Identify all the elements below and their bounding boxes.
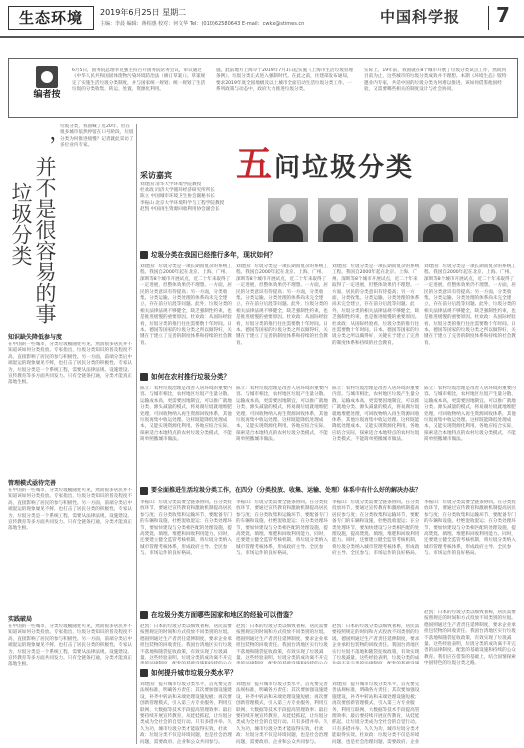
left-subhead: 管理模式亟待完善 xyxy=(8,480,57,487)
guest-portrait xyxy=(368,198,408,242)
section-heading-text: 垃圾分类在我国已经推行多年，现状如何？ xyxy=(151,251,277,259)
guest-portrait xyxy=(318,198,358,242)
square-bullet-icon xyxy=(140,611,148,619)
headline xyxy=(236,136,414,187)
editor-note-icon xyxy=(36,66,58,88)
section-body: 赵凯：日本的垃圾分类以细致著称，居民需要按照规定的时间和方式投放不同类别的垃圾。德国则通过生产者责任延伸制度，要求企业承担包装物的回收责任。我国台湾地区实行垃圾不落地和随袋征收政策，有效实现了垃圾减量。这些经验表明，垃圾分类的成 xyxy=(332,624,420,662)
square-bullet-icon xyxy=(140,487,148,495)
guest-line: 赵凯 中国再生资源回收利用协会副会长 xyxy=(140,206,220,212)
section-body: 李振山：垃圾分类需要全链条协同。在分类投放环节，要通过宣传教育和激励机制提高居民参与度；在分类收集和运输环节，要配备专门的车辆和设施，杜绝混收混运；在分类处理环节，要加快建设与分类相匹配的处理设施，提高焚烧、填埋、堆肥和回收利用能力。同时，还要建立健全监管考核机制，将垃圾分类纳入城市管理考核体系，形成政府主导、全民参与、市场运作的良好格局。 xyxy=(332,500,420,557)
page-number: 7 xyxy=(496,3,510,27)
guest-portrait xyxy=(468,198,508,242)
section-heading xyxy=(140,486,516,496)
column-divider xyxy=(136,124,137,744)
guests-label: 采访嘉宾 xyxy=(140,171,172,180)
guest-line: 陈立 中国城市环境卫生协会副秘书长 xyxy=(140,194,215,200)
square-bullet-icon xyxy=(140,373,148,381)
section-body: 刘建国：垃圾分类是一项长期而复杂的系统工程。我国自2000年起在北京、上海、广州、深圳等8个城市开展试点，近二十年来取得了一定进展，但整体效果仍不理想。一方面，居民的分类意识有待提高；另一方面，分类收集、分类运输、分类处理的体系尚未完全建立，存在前分后混等问题。此外，垃圾分类的相关法律法规不够健全，缺乏强制性约束，也是推进缓慢的重要原因。杜欢政：从国际经验看，垃圾分类的推行往往需要数十年时间。日本、德国等国家的垃圾分类之所以做得好，关键在于建立了完善的制度体系和持续的社会教育。 xyxy=(332,264,420,346)
left-body-text: 在中国的一些城市，分类垃圾桶随处可见，然而很多居民并不知道该如何分类投放。专家指出，垃圾分类知识的普及程度不高，直接影响了居民的参与积极性。另一方面，前端分类后中端混运的现象屡见不鲜，也打击了居民分类的积极性。专家认为，垃圾分类是一个系统工程，需要从法律法规、设施建设、宣传教育等多方面共同发力。只有全链条打通，分类才能真正落地生根。 xyxy=(8,488,133,532)
left-subhead: 知识缺失降低参与度 xyxy=(8,334,63,341)
guest-portrait xyxy=(418,198,458,242)
issue-date: 2019年6月25日 星期二 xyxy=(100,8,187,17)
newspaper-logo: 中国科学报 xyxy=(380,8,461,26)
editor-note-paragraph: 6月5日，国务院总理李克强主持召开国务院常务会议，审议通过《中华人民共和国固体废物污染环境防治法（修订草案）》。草案规定了实施生活垃圾分类制度，并与国家统一规划；统一规划了生活垃圾的分类收集、转运、处置、资源化利用。 xyxy=(72,68,206,93)
section-body: 陈立：农村垃圾治理是改善人居环境的重要内容。与城市相比，农村地区垃圾产生量分散、运输成本高，更需要因地制宜。可以推广就地分类、源头减量的模式，将易腐垃圾就地堆肥处理，可回收物纳入再生资源回收体系，其他垃圾再集中收运处理。这样既能降低处理成本，又能实现资源化利用。各地应结合实际，探索适合本地特点的农村垃圾分类模式，不能简单照搬城市做法。 xyxy=(424,386,516,443)
guest-line: 杜欢政 同济大学循环经济研究所所长 xyxy=(140,188,215,194)
vertical-title-line1: 垃圾分类 xyxy=(9,182,33,266)
intro-text: 垃圾分类，我国喊了近20年，但在很多城市依然停留在口号阶段，垃圾分类为何推进缓慢？记者就此采访了多位业内专家。 xyxy=(60,124,134,149)
guest-portrait xyxy=(268,198,308,242)
section-heading xyxy=(140,372,516,382)
section-body: 李振山：垃圾分类需要全链条协同。在分类投放环节，要通过宣传教育和激励机制提高居民参与度；在分类收集和运输环节，要配备专门的车辆和设施，杜绝混收混运；在分类处理环节，要加快建设与分类相匹配的处理设施，提高焚烧、填埋、堆肥和回收利用能力。同时，还要建立健全监管考核机制，将垃圾分类纳入城市管理考核体系，形成政府主导、全民参与、市场运作的良好格局。 xyxy=(424,500,516,557)
section-body: 刘建国：提升城市垃圾分类水平，首先要完善法规标准，明确各方责任；其次要加强设施建设，补齐中转站和末端处理设施短板；再次要创新管理模式，引入第三方专业服务，利用互联网、大数据等技术手段提高管理效率；最后要持续开展宣传教育，从娃娃抓起，让垃圾分类成为全社会的自觉行动。只有多措并举、久久为功，城市垃圾分类才能取得实效。杜欢政：垃圾分类不仅是环境问题，也是社会治理问题，需要政府、企业和公众共同参与。 xyxy=(140,682,232,744)
editor-note-paragraph: 实际上，19年前，我国就在8个城市开展了垃圾分类试点工作，然而到目前为止，这些城市的垃圾分类成效并不理想。本期《环境生态》版特邀业内专家，共话中国的垃圾分类为何难以推进，该如何借鉴他国经验，又需要哪些相关的制度设计与社会协同。 xyxy=(364,68,507,93)
divider xyxy=(488,6,489,30)
section-heading-text: 在垃圾分类方面哪些国家和地区的经验可以借鉴？ xyxy=(151,611,297,619)
section-title: 生态环境 xyxy=(8,6,94,30)
section-body: 刘建国：垃圾分类是一项长期而复杂的系统工程。我国自2000年起在北京、上海、广州、深圳等8个城市开展试点，近二十年来取得了一定进展，但整体效果仍不理想。一方面，居民的分类意识有待提高；另一方面，分类收集、分类运输、分类处理的体系尚未完全建立，存在前分后混等问题。此外，垃圾分类的相关法律法规不够健全，缺乏强制性约束，也是推进缓慢的重要原因。杜欢政：从国际经验看，垃圾分类的推行往往需要数十年时间。日本、德国等国家的垃圾分类之所以做得好，关键在于建立了完善的制度体系和持续的社会教育。 xyxy=(424,264,516,346)
editor-credits: 主编：李晨 编辑：蒋柏惠 校对：何文华 Tel：(010)62580643 E-mail：cwkx@stimes.cn xyxy=(100,21,305,27)
section-body: 刘建国：垃圾分类是一项长期而复杂的系统工程。我国自2000年起在北京、上海、广州、深圳等8个城市开展试点，近二十年来取得了一定进展，但整体效果仍不理想。一方面，居民的分类意识有待提高；另一方面，分类收集、分类运输、分类处理的体系尚未完全建立，存在前分后混等问题。此外，垃圾分类的相关法律法规不够健全，缺乏强制性约束，也是推进缓慢的重要原因。杜欢政：从国际经验看，垃圾分类的推行往往需要数十年时间。日本、德国等国家的垃圾分类之所以做得好，关键在于建立了完善的制度体系和持续的社会教育。 xyxy=(140,264,232,346)
section-body: 陈立：农村垃圾治理是改善人居环境的重要内容。与城市相比，农村地区垃圾产生量分散、运输成本高，更需要因地制宜。可以推广就地分类、源头减量的模式，将易腐垃圾就地堆肥处理，可回收物纳入再生资源回收体系，其他垃圾再集中收运处理。这样既能降低处理成本，又能实现资源化利用。各地应结合实际，探索适合本地特点的农村垃圾分类模式，不能简单照搬城市做法。 xyxy=(140,386,232,443)
guest-line: 李振山 北京大学环境科学与工程学院教授 xyxy=(140,200,225,206)
vertical-title-line2: ，并不是很容易的事 xyxy=(33,134,57,324)
headline-accent: 五 xyxy=(236,143,275,185)
left-body-text: 在中国的一些城市，分类垃圾桶随处可见，然而很多居民并不知道该如何分类投放。专家指出，垃圾分类知识的普及程度不高，直接影响了居民的参与积极性。另一方面，前端分类后中端混运的现象屡见不鲜，也打击了居民分类的积极性。专家认为，垃圾分类是一个系统工程，需要从法律法规、设施建设、宣传教育等多方面共同发力。只有全链条打通，分类才能真正落地生根。 xyxy=(8,624,133,668)
section-body: 刘建国：提升城市垃圾分类水平，首先要完善法规标准，明确各方责任；其次要加强设施建设，补齐中转站和末端处理设施短板；再次要创新管理模式，引入第三方专业服务，利用互联网、大数据等技术手段提高管理效率；最后要持续开展宣传教育，从娃娃抓起，让垃圾分类成为全社会的自觉行动。只有多措并举、久久为功，城市垃圾分类才能取得实效。杜欢政：垃圾分类不仅是环境问题，也是社会治理问题，需要政府、企业 xyxy=(332,682,420,744)
section-heading xyxy=(140,610,380,620)
section-body: 刘建国：垃圾分类是一项长期而复杂的系统工程。我国自2000年起在北京、上海、广州、深圳等8个城市开展试点，近二十年来取得了一定进展，但整体效果仍不理想。一方面，居民的分类意识有待提高；另一方面，分类收集、分类运输、分类处理的体系尚未完全建立，存在前分后混等问题。此外，垃圾分类的相关法律法规不够健全，缺乏强制性约束，也是推进缓慢的重要原因。杜欢政：从国际经验看，垃圾分类的推行往往需要数十年时间。日本、德国等国家的垃圾分类之所以做得好，关键在于建立了完善的制度体系和持续的社会教育。 xyxy=(236,264,328,346)
left-subhead: 实践破局 xyxy=(8,616,33,623)
section-body: 李振山：垃圾分类需要全链条协同。在分类投放环节，要通过宣传教育和激励机制提高居民参与度；在分类收集和运输环节，要配备专门的车辆和设施，杜绝混收混运；在分类处理环节，要加快建设与分类相匹配的处理设施，提高焚烧、填埋、堆肥和回收利用能力。同时，还要建立健全监管考核机制，将垃圾分类纳入城市管理考核体系，形成政府主导、全民参与、市场运作的良好格局。 xyxy=(140,500,232,557)
left-body-text: 在中国的一些城市，分类垃圾桶随处可见，然而很多居民并不知道该如何分类投放。专家指出，垃圾分类知识的普及程度不高，直接影响了居民的参与积极性。另一方面，前端分类后中端混运的现象屡见不鲜，也打击了居民分类的积极性。专家认为，垃圾分类是一个系统工程，需要从法律法规、设施建设、宣传教育等多方面共同发力。只有全链条打通，分类才能真正落地生根。 xyxy=(8,342,133,386)
square-bullet-icon xyxy=(140,251,148,259)
section-body: 赵凯：日本的垃圾分类以细致著称，居民需要按照规定的时间和方式投放不同类别的垃圾。德国则通过生产者责任延伸制度，要求企业承担包装物的回收责任。我国台湾地区实行垃圾不落地和随袋征收政策，有效实现了垃圾减量。这些经验表明，垃圾分类的成功离不开完 xyxy=(236,624,328,662)
section-heading-text: 如何提升城市垃圾分类水平？ xyxy=(151,669,237,677)
masthead xyxy=(0,0,524,38)
section-heading-text: 要全面推进生活垃圾分类工作，在四分（分类投放、收集、运输、处理）体系中有什么好的解决办法？ xyxy=(151,487,422,494)
guests-list xyxy=(140,182,260,226)
section-heading xyxy=(140,668,420,678)
editor-note-paragraph: 施。此前地方上海早于2019年7月1日起实施《上海市生活垃圾管理条例》，垃圾分类正式进入强制时代。在此之前，住建部发布通知，要求2019年底全国地级及以上城市全面启动生活垃圾分类工作。一系列政策与动态中，政府大力推进垃圾分类。 xyxy=(216,68,353,93)
headline-text: 问垃圾分类 xyxy=(274,153,415,183)
section-heading xyxy=(140,250,516,260)
section-body: 陈立：农村垃圾治理是改善人居环境的重要内容。与城市相比，农村地区垃圾产生量分散、运输成本高，更需要因地制宜。可以推广就地分类、源头减量的模式，将易腐垃圾就地堆肥处理，可回收物纳入再生资源回收体系，其他垃圾再集中收运处理。这样既能降低处理成本，又能实现资源化利用。各地应结合实际，探索适合本地特点的农村垃圾分类模式，不能简单照搬城市做法。 xyxy=(332,386,420,443)
section-body: 李振山：垃圾分类需要全链条协同。在分类投放环节，要通过宣传教育和激励机制提高居民参与度；在分类收集和运输环节，要配备专门的车辆和设施，杜绝混收混运；在分类处理环节，要加快建设与分类相匹配的处理设施，提高焚烧、填埋、堆肥和回收利用能力。同时，还要建立健全监管考核机制，将垃圾分类纳入城市管理考核体系，形成政府主导、全民参与、市场运作的良好格局。 xyxy=(236,500,328,557)
square-bullet-icon xyxy=(140,669,148,677)
section-body: 赵凯：日本的垃圾分类以细致著称，居民需要按照规定的时间和方式投放不同类别的垃圾。德国则通过生产者责任延伸制度，要求企业承担包装物的回收责任。我国台湾地区实行垃圾不落地和随袋征收政策，有效实现了垃圾减量。这些经验表明，垃圾分类的成功离不开完 xyxy=(140,624,232,662)
section-body: 刘建国：提升城市垃圾分类水平，首先要完善法规标准，明确各方责任；其次要加强设施建设，补齐中转站和末端处理设施短板；再次要创新管理模式，引入第三方专业服务，利用互联网、大数据等技术手段提高管理效率；最后要持续开展宣传教育，从娃娃抓起，让垃圾分类成为全社会的自觉行动。只有多措并举、久久为功，城市垃圾分类才能取得实效。杜欢政：垃圾分类不仅是环境问题，也是社会治理问题，需要政府、企业和公众共同参与。 xyxy=(236,682,328,744)
editor-note-label: 编者按 xyxy=(33,90,61,100)
section-body: 陈立：农村垃圾治理是改善人居环境的重要内容。与城市相比，农村地区垃圾产生量分散、运输成本高，更需要因地制宜。可以推广就地分类、源头减量的模式，将易腐垃圾就地堆肥处理，可回收物纳入再生资源回收体系，其他垃圾再集中收运处理。这样既能降低处理成本，又能实现资源化利用。各地应结合实际，探索适合本地特点的农村垃圾分类模式，不能简单照搬城市做法。 xyxy=(236,386,328,443)
guest-line: 刘建国 清华大学环境学院教授 xyxy=(140,182,202,187)
section-body: 赵凯：日本的垃圾分类以细致著称，居民需要按照规定的时间和方式投放不同类别的垃圾。德国则通过生产者责任延伸制度，要求企业承担包装物的回收责任。我国台湾地区实行垃圾不落地和随袋征收政策，有效实现了垃圾减量。这些经验表明，垃圾分类的成功离不开完善的法律制度、配套的基础设施和持续的公众教育。我们应在借鉴的基础上，结合国情探索中国特色的垃圾分类之路。 xyxy=(424,610,516,667)
section-heading-text: 如何在农村推行垃圾分类？ xyxy=(151,373,231,381)
